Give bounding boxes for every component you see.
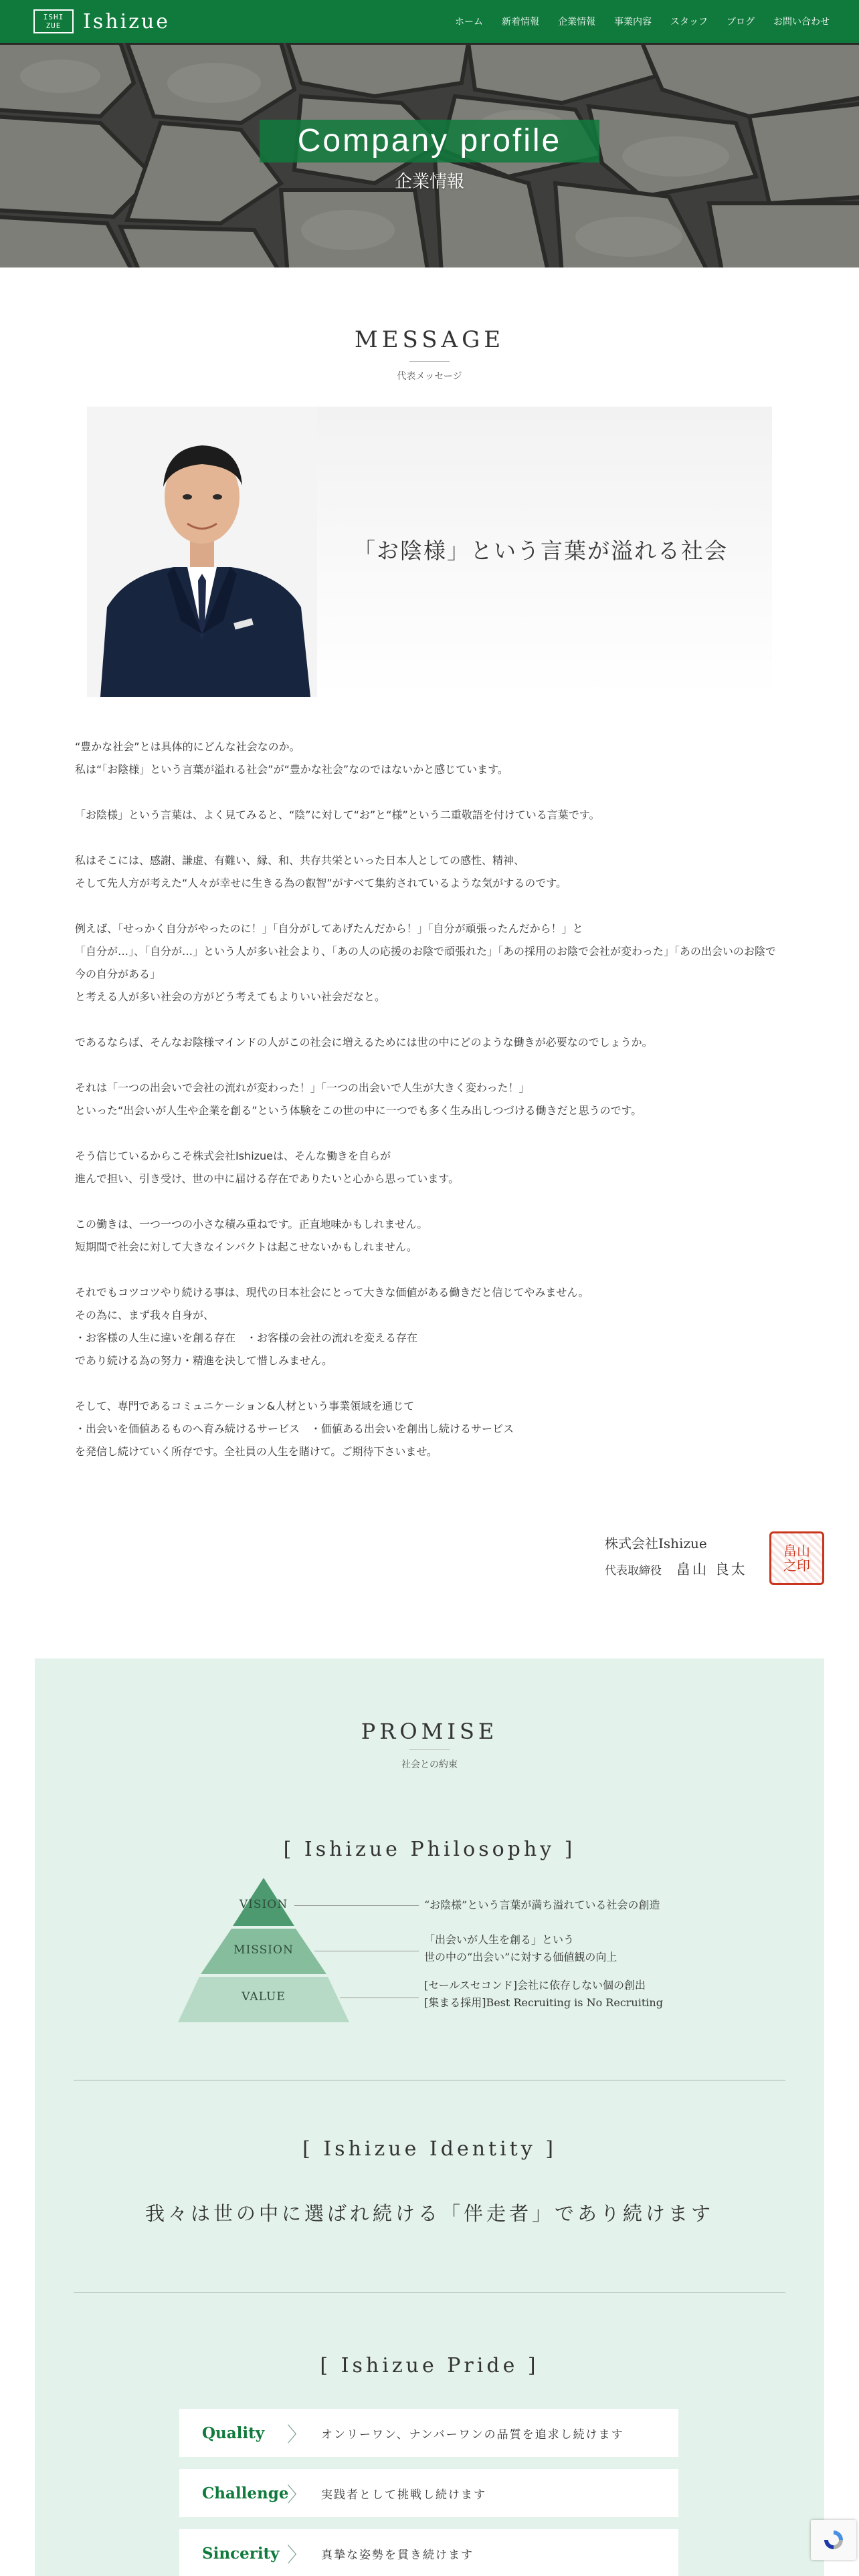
logo-mark-icon <box>33 9 74 33</box>
signature-block <box>605 1533 747 1579</box>
message-line: 「お陰様」という言葉は、よく見てみると、“陰”に対して“お”と“様”という二重敬語を付けている言葉です。 <box>75 809 600 821</box>
vision-line: “お陰様”という言葉が満ち溢れている社会の創造 <box>424 1899 660 1911</box>
message-paragraph <box>75 1031 784 1054</box>
brand-logo[interactable] <box>33 9 170 33</box>
seal-text: 畠山之印 <box>783 1543 810 1574</box>
pride-key: Quality <box>202 2424 265 2442</box>
identity-title: [ Ishizue Identity ] <box>302 2137 557 2161</box>
representative-role: 代表取締役 <box>605 1564 662 1578</box>
message-divider <box>409 361 450 362</box>
message-line: 私はそこには、感謝、謙虚、有難い、縁、和、共存共栄といった日本人としての感性、精神、 <box>75 854 525 867</box>
global-nav <box>455 15 830 28</box>
pyramid-connector <box>294 1905 419 1906</box>
message-line: ・お客様の人生に違いを創る存在 ・お客様の会社の流れを変える存在 <box>75 1331 418 1344</box>
chevron-right-icon: 〉 <box>287 2424 307 2447</box>
pride-value: オンリーワン、ナンバーワンの品質を追求し続けます <box>321 2428 624 2442</box>
value-description <box>424 1977 663 2012</box>
message-paragraph <box>75 1213 784 1259</box>
nav-blog[interactable]: ブログ <box>727 17 755 27</box>
pride-key: Challenge <box>202 2484 289 2502</box>
brand-name: Ishizue <box>83 9 171 33</box>
mission-line: 世の中の“出会い”に対する価値観の向上 <box>424 1951 617 1963</box>
philosophy-title: [ Ishizue Philosophy ] <box>283 1838 576 1861</box>
message-line: ・出会いを価値あるものへ育み続けるサービス ・価値ある出会いを創出し続けるサービス <box>75 1422 514 1435</box>
promise-title: PROMISE <box>361 1719 498 1744</box>
message-line: 私は“「お陰様」という言葉が溢れる社会”が“豊かな社会”なのではないかと感じています。 <box>75 763 508 776</box>
mission-line: 「出会いが人生を創る」という <box>424 1933 575 1946</box>
section-divider <box>74 2292 785 2293</box>
hero-banner <box>0 43 859 267</box>
nav-contact[interactable]: お問い合わせ <box>773 17 830 27</box>
ceo-portrait-image <box>87 407 317 697</box>
logo-top: ISHI <box>43 13 64 21</box>
pyramid-label-mission: MISSION <box>233 1943 294 1957</box>
message-line: と考える人が多い社会の方がどう考えてもよりいい社会だなと。 <box>75 990 386 1003</box>
message-banner <box>87 407 772 697</box>
nav-home[interactable]: ホーム <box>455 17 483 27</box>
message-paragraph <box>75 736 784 781</box>
seal-stamp-icon <box>769 1531 824 1585</box>
message-line: そして、専門であるコミュニケーション&人材という事業領域を通じて <box>75 1400 415 1412</box>
representative <box>605 1559 747 1579</box>
representative-name: 畠山 良太 <box>676 1562 747 1578</box>
message-line: そして先人方が考えた“人々が幸せに生きる為の叡智”がすべて集約されているような気がするのです。 <box>75 877 567 889</box>
message-paragraph <box>75 1281 784 1372</box>
pride-row-sincerity <box>179 2529 678 2576</box>
nav-company[interactable]: 企業情報 <box>558 17 595 27</box>
message-line: であり続ける為の努力・精進を決して惜しみません。 <box>75 1354 332 1367</box>
pride-title: [ Ishizue Pride ] <box>320 2354 539 2377</box>
message-catchphrase: 「お陰様」という言葉が溢れる社会 <box>353 538 728 564</box>
message-paragraph <box>75 804 784 827</box>
site-header <box>0 0 859 43</box>
value-line: [集まる採用]Best Recruiting is No Recruiting <box>424 1996 663 2009</box>
recaptcha-icon <box>822 2529 845 2551</box>
message-paragraph <box>75 1395 784 1463</box>
nav-news[interactable]: 新着情報 <box>502 17 539 27</box>
message-line: それは「一つの出会いで会社の流れが変わった！」「一つの出会いで人生が大きく変わった！」 <box>75 1081 530 1094</box>
hero-title: Company profile <box>260 120 599 163</box>
message-title: MESSAGE <box>354 326 505 353</box>
message-line: 短期間で社会に対して大きなインパクトは起こせないかもしれません。 <box>75 1241 417 1253</box>
promise-subtitle: 社会との約束 <box>401 1759 458 1770</box>
message-line: それでもコツコツやり続ける事は、現代の日本社会にとって大きな価値がある働きだと信じてやみません。 <box>75 1286 589 1299</box>
message-line: を発信し続けていく所存です。全社員の人生を賭けて。ご期待下さいませ。 <box>75 1445 438 1458</box>
message-line: であるならば、そんなお陰様マインドの人がこの社会に増えるためには世の中にどのような働きが必要なのでしょうか。 <box>75 1036 653 1049</box>
message-paragraph <box>75 849 784 895</box>
message-line: といった“出会いが人生や企業を創る”という体験をこの世の中に一つでも多く生み出しつづける働きだと思うのです。 <box>75 1104 642 1117</box>
message-line: 例えば、「せっかく自分がやったのに！」「自分がしてあげたんだから！」「自分が頑張ったんだから！」と <box>75 922 583 935</box>
pride-key: Sincerity <box>202 2544 280 2563</box>
hero-subtitle: 企業情報 <box>394 172 464 192</box>
chevron-right-icon: 〉 <box>287 2544 307 2567</box>
company-name: 株式会社Ishizue <box>605 1535 707 1551</box>
message-subtitle: 代表メッセージ <box>397 371 462 382</box>
message-line: 進んで担い、引き受け、世の中に届ける存在でありたいと心から思っています。 <box>75 1172 460 1185</box>
message-body <box>75 736 784 1486</box>
pride-value: 真摯な姿勢を貫き続けます <box>321 2548 474 2562</box>
vision-description <box>424 1897 660 1914</box>
promise-section <box>35 1658 824 2576</box>
identity-text: 我々は世の中に選ばれ続ける「伴走者」であり続けます <box>145 2202 714 2225</box>
pride-value: 実践者として挑戦し続けます <box>321 2488 486 2502</box>
message-paragraph <box>75 918 784 1008</box>
message-paragraph <box>75 1145 784 1190</box>
message-line: “豊かな社会”とは具体的にどんな社会なのか。 <box>75 740 300 753</box>
message-line: その為に、まず我々自身が、 <box>75 1309 215 1321</box>
nav-business[interactable]: 事業内容 <box>614 17 652 27</box>
message-line: そう信じているからこそ株式会社Ishizueは、そんな働きを自らが <box>75 1150 391 1162</box>
message-line: この働きは、一つ一つの小さな積み重ねです。正直地味かもしれません。 <box>75 1218 428 1230</box>
message-line: 「自分が…」、「自分が…」という人が多い社会より、「あの人の応援のお陰で頑張れた」「あの採用のお陰で会社が変わった」「あの出会いのお陰で今の自分がある」 <box>75 945 776 980</box>
chevron-right-icon: 〉 <box>287 2484 307 2507</box>
pride-row-challenge <box>179 2469 678 2517</box>
pride-row-quality <box>179 2409 678 2457</box>
value-line: [セールスセコンド]会社に依存しない個の創出 <box>424 1979 646 1992</box>
promise-divider <box>409 1749 450 1750</box>
mission-description <box>424 1931 617 1966</box>
pyramid-label-vision: VISION <box>239 1898 288 1911</box>
recaptcha-badge-icon[interactable] <box>811 2520 856 2560</box>
nav-staff[interactable]: スタッフ <box>670 17 708 27</box>
message-paragraph <box>75 1077 784 1122</box>
logo-bottom: ZUE <box>45 21 62 30</box>
pyramid-label-value: VALUE <box>242 1990 286 2004</box>
